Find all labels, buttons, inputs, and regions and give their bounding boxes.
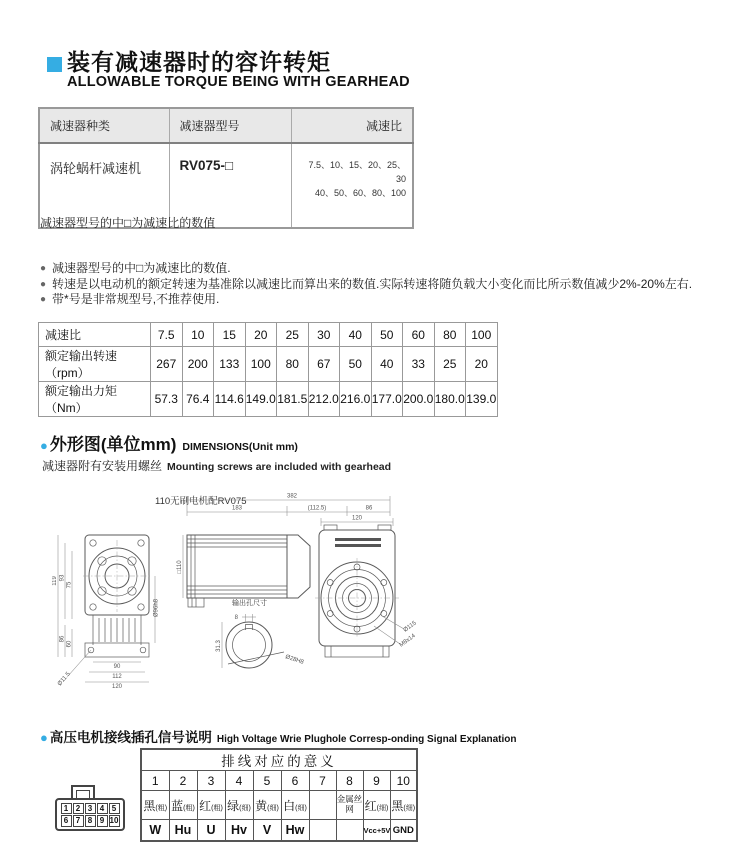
- col-header-reducer-type: 减速器种类: [39, 108, 169, 143]
- ratio-value: 15: [214, 323, 246, 347]
- dim-label-key-width: 8: [234, 615, 238, 621]
- dim-label-hole: Ø11.5: [56, 671, 72, 688]
- connector-pin-row-top: [59, 803, 121, 815]
- dimensions-heading: [40, 430, 298, 455]
- drawing-title: 110无刷电机配RV075: [155, 496, 247, 507]
- speed-value: 40: [371, 347, 403, 382]
- bullet-dot-icon: ●: [40, 730, 48, 745]
- dim-label-boss: Ø96h8: [153, 598, 160, 618]
- dim-label-bore: Ø28H8: [284, 654, 305, 666]
- col-header-reduction-ratio: 减速比: [291, 108, 413, 143]
- connector-pin: 6: [61, 815, 72, 827]
- ratio-line-2: 40、50、60、80、100: [314, 187, 406, 198]
- connector-pin: 7: [73, 815, 84, 827]
- signal-row: [141, 820, 417, 842]
- signal-cell: U: [197, 820, 225, 842]
- pin-number: 3: [197, 771, 225, 791]
- torque-value: 212.0: [308, 382, 340, 417]
- dim-label-mid-length: (112.5): [307, 505, 327, 512]
- note-text-2: 转速是以电动机的额定转速为基准除以减速比而算出来的数值.实际转速将随负载大小变化而比所示数值减少2%-20%左右.: [52, 276, 693, 291]
- bullet-icon: ●: [40, 294, 47, 305]
- bullet-dot-icon: ●: [40, 438, 48, 453]
- gearbox-front-view: [315, 525, 418, 657]
- wire-color-cell: 黄(细): [253, 791, 281, 820]
- signal-cell: [309, 820, 336, 842]
- torque-value: 57.3: [151, 382, 183, 417]
- ratio-row: [39, 323, 498, 347]
- row-header-ratio: 减速比: [39, 323, 151, 347]
- connector-pin: 5: [109, 803, 120, 815]
- dim-label-gear-length: 86: [365, 505, 373, 512]
- dim-label-90: 90: [113, 664, 121, 670]
- note-item: [40, 261, 692, 277]
- note-item: [40, 292, 692, 308]
- cell-reducer-model: RV075-□: [169, 143, 291, 228]
- dimensions-sub-en: Mounting screws are included with gearhead: [167, 461, 392, 473]
- wire-color-cell: 黑(粗): [141, 791, 169, 820]
- col-header-reducer-model: 减速器型号: [169, 108, 291, 143]
- ratio-value: 50: [371, 323, 403, 347]
- speed-value: 133: [214, 347, 246, 382]
- torque-value: 177.0: [371, 382, 403, 417]
- signal-cell: V: [253, 820, 281, 842]
- speed-row: [39, 347, 498, 382]
- connector-pin: 8: [85, 815, 96, 827]
- note-text-3: 带*号是非常规型号,不推荐使用.: [52, 292, 220, 306]
- dim-label-120-bottom: 120: [111, 684, 123, 690]
- pin-number: 5: [253, 771, 281, 791]
- dim-label-112: 112: [112, 674, 122, 680]
- speed-value: 67: [308, 347, 340, 382]
- torque-value: 180.0: [434, 382, 466, 417]
- ratio-value: 60: [403, 323, 435, 347]
- speed-value: 25: [434, 347, 466, 382]
- output-hole-label: 输出孔尺寸: [232, 600, 267, 607]
- dim-label-motor-length: 183: [231, 505, 243, 512]
- connector-pin: 3: [85, 803, 96, 815]
- ratio-value: 25: [277, 323, 309, 347]
- pin-number: 9: [363, 771, 390, 791]
- speed-value: 80: [277, 347, 309, 382]
- wiring-table-title-row: [141, 749, 417, 771]
- gearhead-table-header-row: [39, 108, 413, 143]
- ratio-value: 40: [340, 323, 372, 347]
- torque-value: 216.0: [340, 382, 372, 417]
- dimension-drawing: [52, 486, 467, 718]
- wire-color-cell: 红(细): [363, 791, 390, 820]
- bullet-icon: ●: [40, 263, 47, 274]
- speed-value: 200: [182, 347, 214, 382]
- torque-value: 181.5: [277, 382, 309, 417]
- wire-color-cell: 黑(细): [390, 791, 417, 820]
- connector-pin: 4: [97, 803, 108, 815]
- connector-pin: 10: [109, 816, 119, 826]
- speed-value: 50: [340, 347, 372, 382]
- section-marker-square: [47, 57, 62, 72]
- connector-body: [55, 798, 125, 831]
- ratio-value: 80: [434, 323, 466, 347]
- pin-number-row: [141, 771, 417, 791]
- dim-label-119: 119: [52, 576, 58, 586]
- torque-value: 114.6: [214, 382, 246, 417]
- wire-color-cell: 红(粗): [197, 791, 225, 820]
- ratio-value: 20: [245, 323, 277, 347]
- pin-number: 10: [390, 771, 417, 791]
- torque-value: 139.0: [466, 382, 498, 417]
- torque-value: 149.0: [245, 382, 277, 417]
- wiring-table-title: 排线对应的意义: [141, 749, 417, 771]
- signal-cell: Hw: [281, 820, 309, 842]
- left-view: [52, 535, 160, 690]
- signal-cell: [336, 820, 363, 842]
- speed-value: 267: [151, 347, 183, 382]
- wiring-heading: [40, 726, 517, 746]
- torque-value: 200.0: [403, 382, 435, 417]
- wiring-table: [140, 748, 418, 842]
- output-hole-detail: [216, 598, 305, 668]
- ratio-value: 10: [182, 323, 214, 347]
- dim-label-motor-square: □110: [177, 560, 183, 574]
- connector-pin: 2: [73, 803, 84, 815]
- speed-value: 100: [245, 347, 277, 382]
- pin-number: 6: [281, 771, 309, 791]
- dim-label-gear-width: 120: [351, 515, 363, 522]
- signal-cell: W: [141, 820, 169, 842]
- page-title-en: ALLOWABLE TORQUE BEING WITH GEARHEAD: [67, 74, 410, 90]
- wire-color-cell: [309, 791, 336, 820]
- dimensions-heading-en: DIMENSIONS(Unit mm): [182, 441, 298, 453]
- dimensions-heading-cn: 外形图(单位mm): [49, 435, 177, 454]
- pin-number: 2: [169, 771, 197, 791]
- row-header-speed: 额定输出转速（rpm）: [39, 347, 151, 382]
- dim-label-75: 75: [66, 581, 73, 589]
- dim-label-flange: Ø115: [402, 620, 418, 634]
- bullet-icon: ●: [40, 278, 47, 290]
- dim-label-total: 382: [286, 493, 298, 500]
- connector-pin-row-bottom: [59, 815, 121, 827]
- wiring-heading-en: High Voltage Wrie Plughole Corresp-onding Signal Explanation: [216, 734, 517, 745]
- row-header-torque: 额定输出力矩（Nm）: [39, 382, 151, 417]
- ratio-value: 30: [308, 323, 340, 347]
- pin-number: 4: [225, 771, 253, 791]
- pin-number: 1: [141, 771, 169, 791]
- note-text-1: 减速器型号的中□为减速比的数值.: [52, 261, 231, 275]
- dim-label-60: 60: [66, 640, 73, 648]
- page-title-cn: 装有减速器时的容许转矩: [67, 49, 331, 75]
- dim-label-screw: M8x14: [398, 633, 417, 649]
- wiring-heading-cn: 高压电机接线插孔信号说明: [49, 730, 212, 745]
- connector-pin: 1: [61, 803, 72, 815]
- wire-color-cell: 白(细): [281, 791, 309, 820]
- wire-color-row: [141, 791, 417, 820]
- cell-reduction-ratios: [291, 143, 413, 228]
- signal-cell: Vcc+5V: [363, 820, 390, 842]
- speed-value: 20: [466, 347, 498, 382]
- wire-color-cell: 绿(细): [225, 791, 253, 820]
- table-footnote: 减速器型号的中□为减速比的数值: [40, 216, 216, 230]
- note-item: [40, 277, 692, 293]
- dimensions-sub-cn: 减速器附有安装用螺丝: [42, 459, 163, 473]
- dim-label-86-left: 86: [59, 635, 66, 643]
- notes-list: [40, 261, 692, 308]
- wire-color-cell: 蓝(粗): [169, 791, 197, 820]
- pin-number: 7: [309, 771, 336, 791]
- signal-cell: Hu: [169, 820, 197, 842]
- cell-reducer-type: 涡轮蜗杆减速机: [39, 143, 169, 228]
- dimensions-subheading: [42, 457, 391, 474]
- wire-color-cell: 金属丝网: [336, 791, 363, 820]
- dim-label-output-height: 31.3: [216, 640, 222, 652]
- connector-plug-icon: [55, 785, 125, 831]
- torque-value: 76.4: [182, 382, 214, 417]
- connector-latch-inner: [76, 790, 90, 798]
- speed-value: 33: [403, 347, 435, 382]
- gearhead-table: [38, 107, 414, 229]
- ratio-value: 7.5: [151, 323, 183, 347]
- signal-cell: Hv: [225, 820, 253, 842]
- torque-row: [39, 382, 498, 417]
- connector-pin: 9: [97, 815, 108, 827]
- ratio-speed-torque-table: [38, 322, 498, 417]
- ratio-value: 100: [466, 323, 498, 347]
- pin-number: 8: [336, 771, 363, 791]
- signal-cell: GND: [390, 820, 417, 842]
- ratio-line-1: 7.5、10、15、20、25、30: [308, 160, 406, 184]
- dim-label-93: 93: [59, 574, 66, 582]
